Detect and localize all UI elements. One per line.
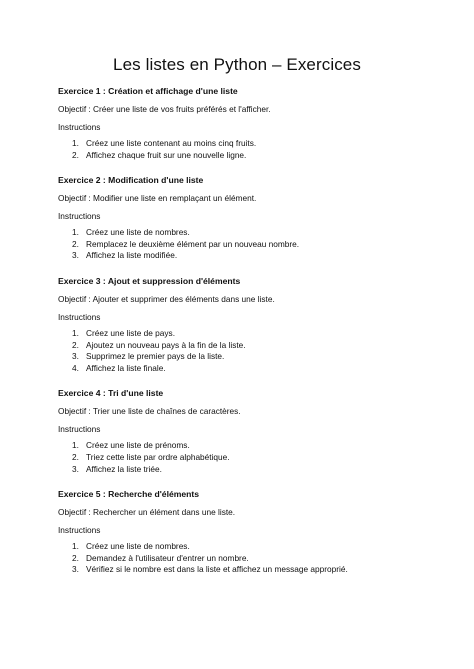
instructions-label: Instructions <box>58 311 101 322</box>
step-number: 1. <box>72 327 79 338</box>
exercise-objective: Objectif : Créer une liste de vos fruits préférés et l'afficher. <box>58 104 271 114</box>
step-number: 3. <box>72 250 79 261</box>
step-text: Créez une liste de nombres. <box>86 541 190 552</box>
step-number: 1. <box>72 138 79 148</box>
spacer <box>58 161 416 175</box>
step-text: Demandez à l'utilisateur d'entrer un nombre. <box>86 552 249 563</box>
exercise-section <box>58 388 416 489</box>
spacer <box>58 417 416 424</box>
step-number: 2. <box>72 238 79 249</box>
instruction-steps <box>58 227 416 262</box>
exercise-section <box>58 86 416 175</box>
instruction-step <box>72 227 416 239</box>
spacer <box>58 374 416 388</box>
step-number: 1. <box>72 227 79 238</box>
step-text: Créez une liste de nombres. <box>86 227 190 238</box>
page-title: Les listes en Python – Exercices <box>113 55 361 74</box>
instructions-label: Instructions <box>58 211 101 222</box>
step-number: 2. <box>72 451 79 462</box>
exercise-objective: Objectif : Rechercher un élément dans une liste. <box>58 507 236 518</box>
exercise-section <box>58 276 416 388</box>
exercise-heading: Exercice 1 : Création et affichage d'une liste <box>58 86 238 96</box>
step-number: 3. <box>72 564 79 575</box>
instruction-step <box>72 363 416 375</box>
step-text: Affichez la liste triée. <box>86 463 162 474</box>
step-number: 1. <box>72 541 79 552</box>
instructions-label: Instructions <box>58 122 101 132</box>
step-number: 2. <box>72 339 79 350</box>
instruction-step <box>72 138 416 150</box>
instruction-step <box>72 328 416 340</box>
spacer <box>58 204 416 211</box>
spacer <box>58 262 416 276</box>
instruction-steps <box>58 440 416 475</box>
instructions-label: Instructions <box>58 525 101 536</box>
instruction-steps <box>58 138 416 161</box>
step-text: Supprimez le premier pays de la liste. <box>86 351 225 362</box>
step-number: 1. <box>72 440 79 451</box>
exercise-heading: Exercice 2 : Modification d'une liste <box>58 175 204 186</box>
instructions-label: Instructions <box>58 424 101 435</box>
spacer <box>58 305 416 312</box>
instruction-step <box>72 452 416 464</box>
exercise-section <box>58 175 416 276</box>
step-number: 3. <box>72 463 79 474</box>
instruction-step <box>72 464 416 476</box>
step-text: Triez cette liste par ordre alphabétique. <box>86 451 230 462</box>
spacer <box>58 76 416 86</box>
step-text: Vérifiez si le nombre est dans la liste et affichez un message approprié. <box>86 564 348 575</box>
exercise-heading: Exercice 3 : Ajout et suppression d'éléments <box>58 275 241 286</box>
instruction-step <box>72 553 416 565</box>
step-text: Remplacez le deuxième élément par un nouveau nombre. <box>86 238 300 249</box>
step-text: Affichez la liste modifiée. <box>86 250 178 261</box>
spacer <box>58 399 416 406</box>
exercise-objective: Objectif : Trier une liste de chaînes de caractères. <box>58 406 241 417</box>
spacer <box>58 500 416 507</box>
exercise-objective: Objectif : Ajouter et supprimer des éléments dans une liste. <box>58 293 275 304</box>
step-text: Créez une liste de pays. <box>86 327 176 338</box>
instruction-steps <box>58 541 416 576</box>
instruction-step <box>72 340 416 352</box>
spacer <box>58 518 416 525</box>
instruction-step <box>72 564 416 576</box>
step-number: 3. <box>72 351 79 362</box>
spacer <box>58 97 416 104</box>
step-text: Affichez la liste finale. <box>86 362 166 373</box>
exercise-objective: Objectif : Modifier une liste en remplaçant un élément. <box>58 193 257 204</box>
instruction-step <box>72 150 416 162</box>
instruction-step <box>72 440 416 452</box>
spacer <box>58 186 416 193</box>
step-number: 2. <box>72 149 79 160</box>
instruction-step <box>72 250 416 262</box>
step-text: Créez une liste contenant au moins cinq fruits. <box>86 138 257 148</box>
instruction-steps <box>58 328 416 374</box>
step-number: 4. <box>72 362 79 373</box>
instruction-step <box>72 351 416 363</box>
exercise-list <box>58 86 416 576</box>
instruction-step <box>72 239 416 251</box>
step-text: Ajoutez un nouveau pays à la fin de la liste. <box>86 339 246 350</box>
exercise-section <box>58 489 416 576</box>
exercise-heading: Exercice 5 : Recherche d'éléments <box>58 489 200 500</box>
instruction-step <box>72 541 416 553</box>
spacer <box>58 475 416 489</box>
step-text: Affichez chaque fruit sur une nouvelle ligne. <box>86 149 247 160</box>
exercise-heading: Exercice 4 : Tri d'une liste <box>58 388 164 399</box>
step-number: 2. <box>72 552 79 563</box>
spacer <box>58 115 416 122</box>
step-text: Créez une liste de prénoms. <box>86 440 190 451</box>
spacer <box>58 287 416 294</box>
